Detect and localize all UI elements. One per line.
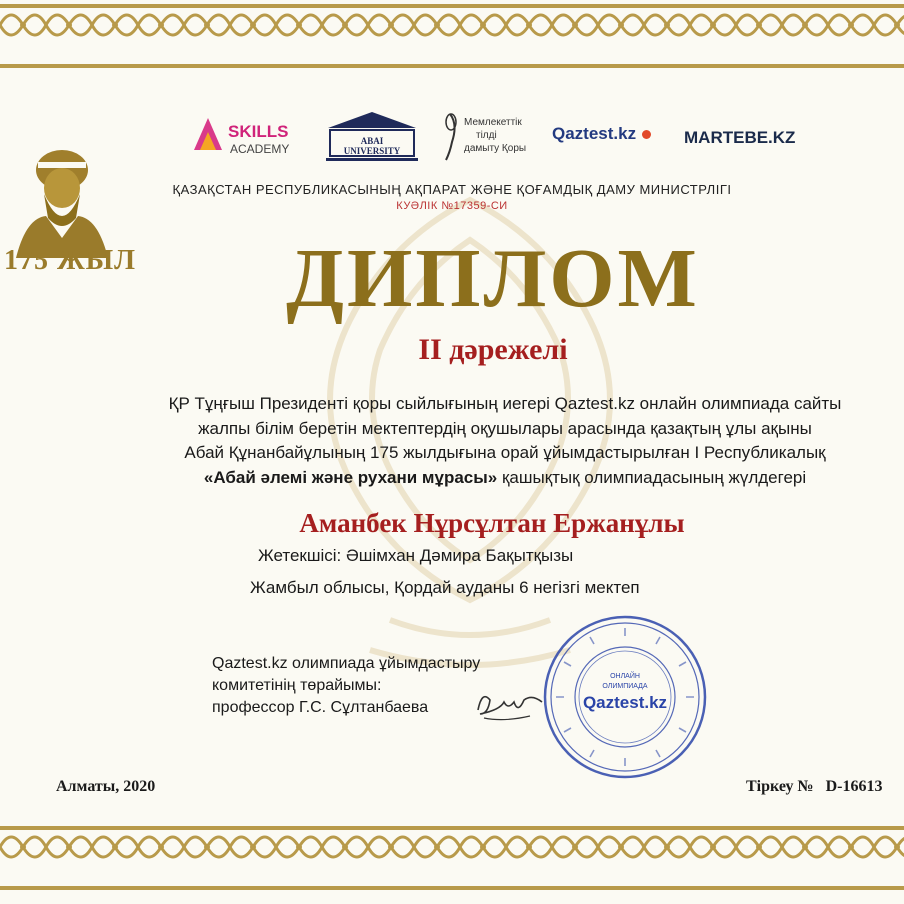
stamp-brand: Qaztest.kz <box>582 693 668 712</box>
diploma-title: ДИПЛОМ <box>286 232 700 325</box>
skills-academy-sub: ACADEMY <box>230 142 290 156</box>
qaztest-logo <box>552 124 664 152</box>
stamp-center-top: ОНЛАЙН <box>610 673 640 680</box>
winner-name: Аманбек Нұрсұлтан Ержанұлы <box>299 508 685 538</box>
chair-line-1: Qaztest.kz олимпиада ұйымдастыру <box>212 655 481 672</box>
olympiad-name: «Абай әлемі және рухани мұрасы» <box>203 467 498 487</box>
abai-university-logo <box>322 108 422 168</box>
qaztest-logo-text: Qaztest.kz <box>552 124 637 143</box>
body-line-3: Абай Құнанбайұлының 175 жылдығына орай ұйымдастырылған І Республикалық <box>184 443 826 462</box>
body-line-4-rest: қашықтық олимпиадасының жүлдегері <box>497 467 807 487</box>
language-fund-logo <box>440 108 540 168</box>
body-line-1: ҚР Тұңғыш Президенті қоры сыйлығының иегері Qaztest.kz онлайн олимпиада сайты <box>168 394 842 413</box>
license-number: КУӘЛІК №17359-СИ <box>396 200 508 212</box>
body-line-2: жалпы білім беретін мектептердің оқушылары арасында қазақтың ұлы ақыны <box>198 418 812 438</box>
chair-line-3: профессор Г.С. Сұлтанбаева <box>212 699 429 716</box>
chair-line-2: комитетінің төрайымы: <box>212 677 382 694</box>
skills-academy-logo <box>190 108 300 168</box>
handwritten-signature <box>470 680 550 730</box>
school-line: Жамбыл облысы, Қордай ауданы 6 негізгі мектеп <box>250 578 640 597</box>
official-stamp <box>540 612 710 782</box>
diploma-degree: II дәрежелі <box>418 333 568 366</box>
registration-number: D-16613 <box>825 778 883 795</box>
ministry-line: ҚАЗАҚСТАН РЕСПУБЛИКАСЫНЫҢ АҚПАРАТ ЖӘНЕ ҚОҒАМДЫҚ ДАМУ МИНИСТРЛІГІ <box>172 182 732 197</box>
anniversary-years: 175 ЖЫЛ <box>4 245 137 276</box>
ornamental-border-top <box>0 0 904 74</box>
language-fund-line3: дамыту Қоры <box>464 143 527 154</box>
abai-university-name: ABAI UNIVERSITY <box>343 136 401 156</box>
supervisor-line: Жетекшісі: Әшімхан Дәмира Бақытқызы <box>258 546 574 565</box>
stamp-center-mid: ОЛИМПИАДА <box>602 683 648 690</box>
registration <box>746 778 883 796</box>
skills-academy-name: SKILLS <box>228 122 289 141</box>
martebe-logo: MARTEBE.KZ <box>684 128 796 147</box>
registration-label: Тіркеу № <box>746 778 814 795</box>
ornamental-border-bottom <box>0 822 904 896</box>
body-line-4 <box>60 466 904 491</box>
diploma-body <box>60 392 904 490</box>
language-fund-line2: тілді <box>476 130 497 141</box>
skills-academy-icon <box>190 110 226 160</box>
language-fund-line1: Мемлекеттік <box>464 117 522 128</box>
quill-icon <box>440 112 460 162</box>
city-year: Алматы, 2020 <box>56 778 156 795</box>
chair-signature-block <box>212 653 480 719</box>
qaztest-dot-icon <box>642 130 651 139</box>
